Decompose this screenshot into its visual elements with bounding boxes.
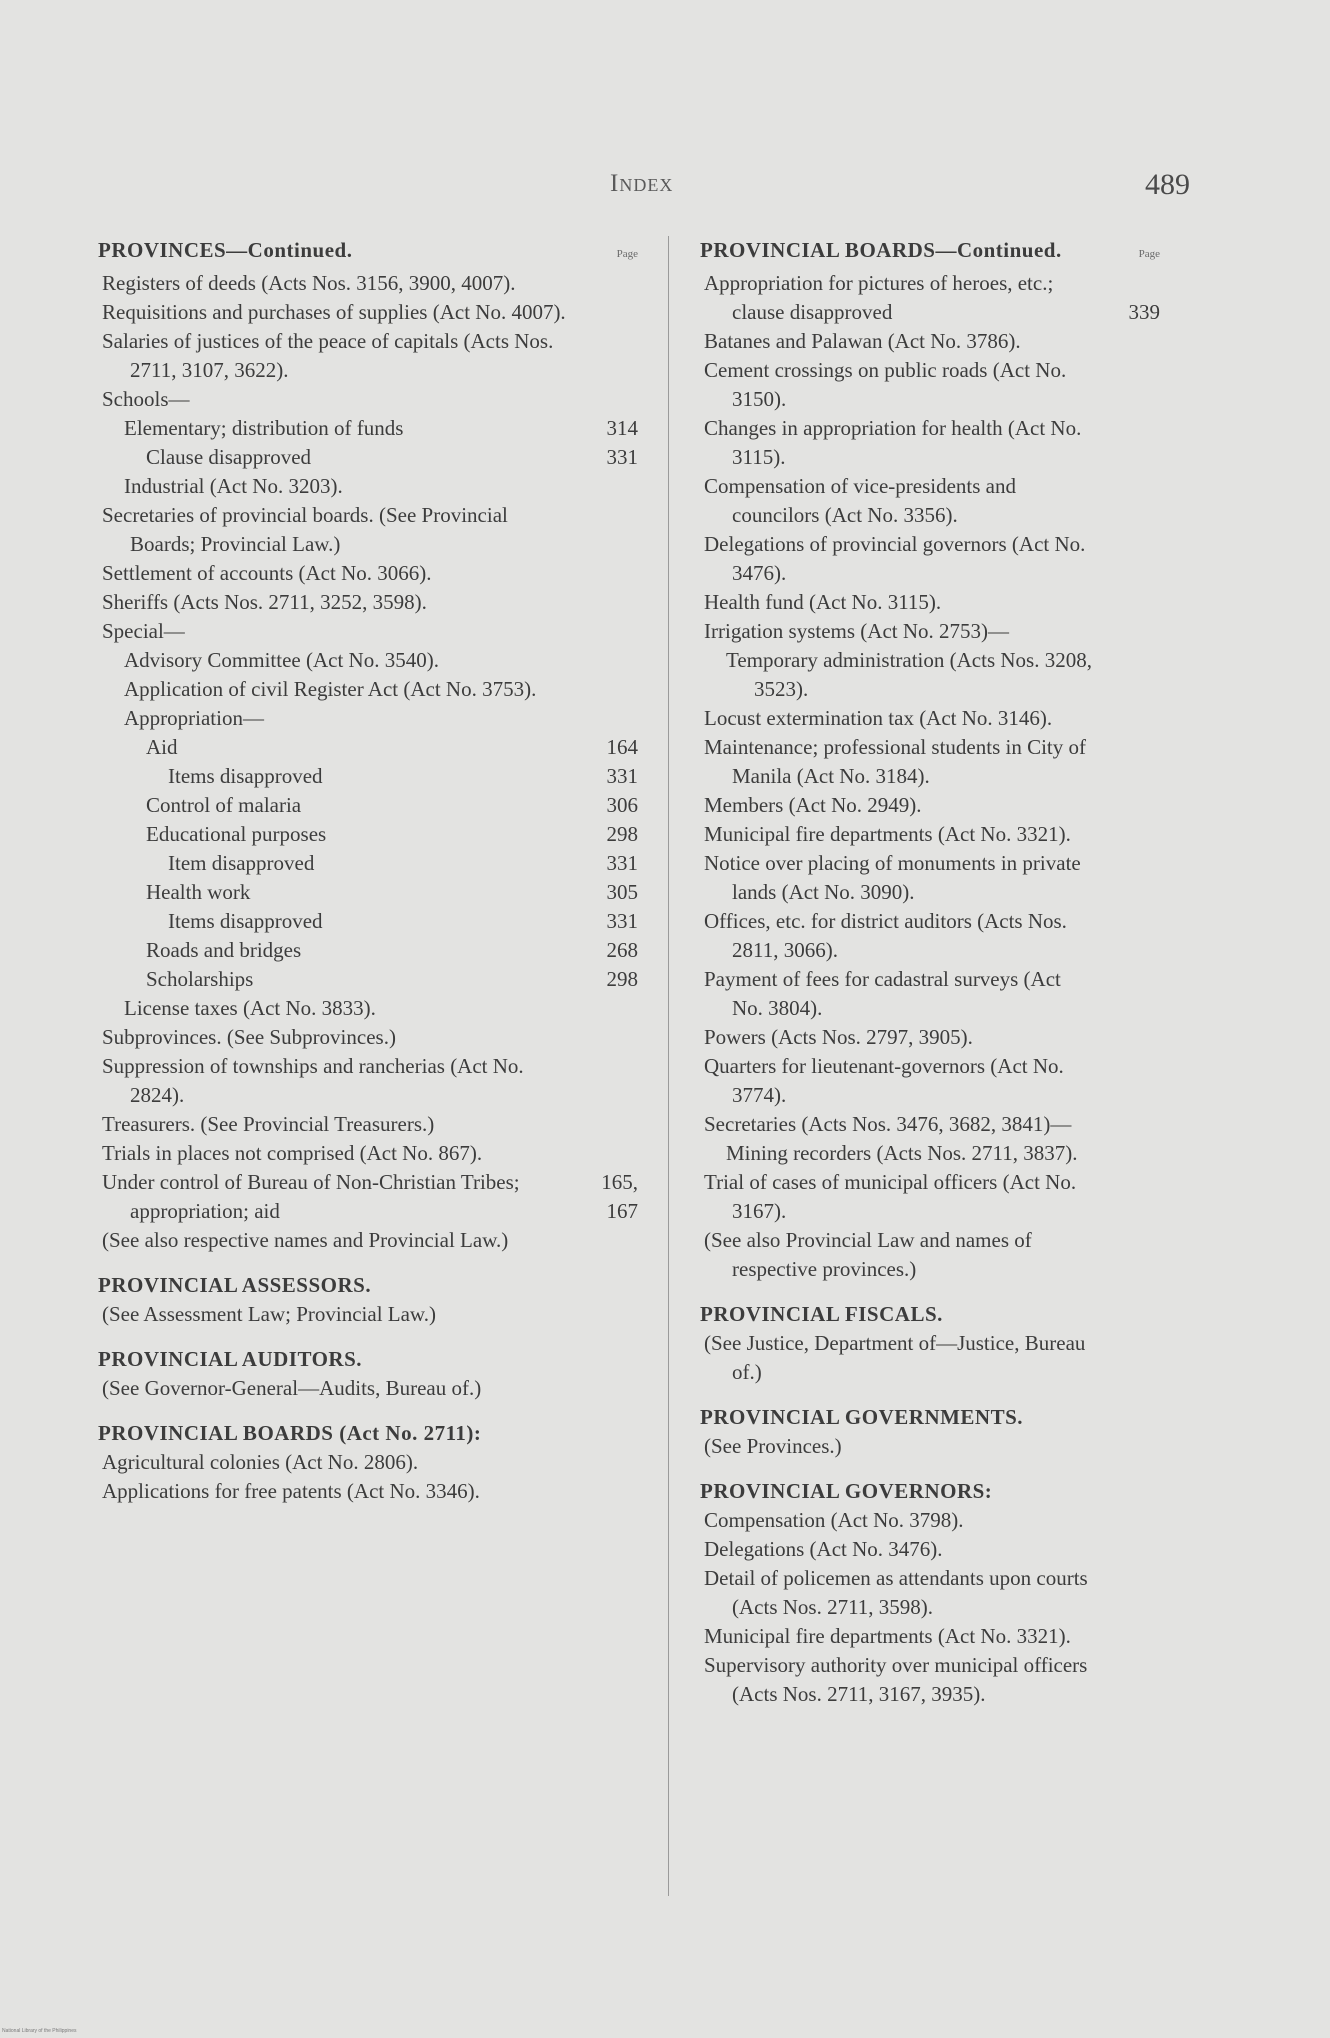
entry-text: Notice over placing of monuments in private lands (Act No. 3090). <box>704 851 1081 904</box>
left-page-label: Page <box>616 248 638 260</box>
index-entry <box>102 559 638 588</box>
index-entry <box>146 820 638 849</box>
index-entry <box>102 1139 638 1168</box>
index-entry <box>704 1651 1160 1709</box>
index-entry <box>168 762 638 791</box>
entry-text: Members (Act No. 2949). <box>704 793 922 817</box>
entry-page-ref: 306 <box>606 793 638 817</box>
entry-text: Control of malaria <box>146 793 302 817</box>
entry-text: Compensation (Act No. 3798). <box>704 1508 964 1532</box>
left-column <box>98 236 638 1506</box>
right-sections <box>700 1300 1160 1709</box>
index-entry <box>102 588 638 617</box>
entry-text: Sheriffs (Acts Nos. 2711, 3252, 3598). <box>102 590 427 614</box>
index-entry <box>102 501 638 559</box>
left-sections <box>98 1271 638 1506</box>
entry-text: Special— <box>102 619 185 643</box>
entry-text: Trial of cases of municipal officers (Act No. 3167). <box>704 1170 1077 1223</box>
entry-text: Secretaries (Acts Nos. 3476, 3682, 3841)— <box>704 1112 1072 1136</box>
index-entry <box>704 791 1160 820</box>
entry-text: (See also Provincial Law and names of respective provinces.) <box>704 1228 1032 1281</box>
entry-text: Under control of Bureau of Non-Christian Tribes; appropriation; aid <box>102 1170 520 1223</box>
entry-text: Municipal fire departments (Act No. 3321). <box>704 1624 1071 1648</box>
entry-page-ref: 314 <box>606 416 638 440</box>
entry-text: Industrial (Act No. 3203). <box>124 474 343 498</box>
entry-text: Agricultural colonies (Act No. 2806). <box>102 1450 419 1474</box>
left-heading: PROVINCES—Continued. <box>98 238 353 262</box>
index-entry <box>102 617 638 646</box>
entry-text: Roads and bridges <box>146 938 302 962</box>
index-entry <box>704 1506 1160 1535</box>
index-entry <box>704 588 1160 617</box>
entry-page-ref: 298 <box>606 822 638 846</box>
index-entry <box>124 994 638 1023</box>
index-entry <box>704 849 1160 907</box>
index-entry <box>102 298 638 327</box>
left-heading-row <box>98 236 638 269</box>
entry-text: Compensation of vice-presidents and councilors (Act No. 3356). <box>704 474 1017 527</box>
entry-text: Advisory Committee (Act No. 3540). <box>124 648 439 672</box>
entry-text: Municipal fire departments (Act No. 3321). <box>704 822 1071 846</box>
section-heading: PROVINCIAL GOVERNORS: <box>700 1479 993 1503</box>
index-entry <box>704 530 1160 588</box>
entry-text: Items disapproved <box>168 764 323 788</box>
index-entry <box>124 646 638 675</box>
entry-text: Batanes and Palawan (Act No. 3786). <box>704 329 1021 353</box>
index-entry <box>168 907 638 936</box>
entry-text: Changes in appropriation for health (Act No. 3115). <box>704 416 1082 469</box>
index-entry <box>168 849 638 878</box>
entry-text: (See Assessment Law; Provincial Law.) <box>102 1302 436 1326</box>
entry-text: (See also respective names and Provincial Law.) <box>102 1228 509 1252</box>
entry-text: Secretaries of provincial boards. (See Provincial Boards; Provincial Law.) <box>102 503 508 556</box>
index-entry <box>146 878 638 907</box>
library-footer-mark: National Library of the Philippines <box>2 2028 77 2034</box>
entry-text: Offices, etc. for district auditors (Acts Nos. 2811, 3066). <box>704 909 1067 962</box>
index-entry <box>704 1535 1160 1564</box>
index-entry <box>704 269 1160 327</box>
right-heading-row <box>700 236 1160 269</box>
entry-text: Applications for free patents (Act No. 3346). <box>102 1479 480 1503</box>
index-entry <box>704 472 1160 530</box>
entry-text: Scholarships <box>146 967 254 991</box>
entry-text: Requisitions and purchases of supplies (Act No. 4007). <box>102 300 566 324</box>
right-heading: PROVINCIAL BOARDS—Continued. <box>700 238 1062 262</box>
index-entry <box>704 907 1160 965</box>
index-entry <box>704 704 1160 733</box>
index-entry <box>704 965 1160 1023</box>
index-entry <box>124 675 638 704</box>
index-entry <box>704 733 1160 791</box>
entry-text: (See Justice, Department of—Justice, Bureau of.) <box>704 1331 1086 1384</box>
entry-text: Items disapproved <box>168 909 323 933</box>
index-entry <box>102 1168 638 1226</box>
right-page-label: Page <box>1138 248 1160 260</box>
entry-page-ref: 331 <box>606 764 638 788</box>
index-entry <box>102 1477 638 1506</box>
index-entry <box>146 791 638 820</box>
entry-text: License taxes (Act No. 3833). <box>124 996 376 1020</box>
entry-text: Treasurers. (See Provincial Treasurers.) <box>102 1112 435 1136</box>
index-entry <box>146 733 638 762</box>
entry-page-ref: 164 <box>606 735 638 759</box>
index-entry <box>102 269 638 298</box>
index-entry <box>102 1023 638 1052</box>
index-entry <box>146 965 638 994</box>
entry-page-ref: 305 <box>606 880 638 904</box>
index-entry <box>704 1226 1160 1284</box>
index-entry <box>726 1139 1160 1168</box>
entry-text: Clause disapproved <box>146 445 312 469</box>
index-entry <box>704 1329 1160 1387</box>
section-heading: PROVINCIAL ASSESSORS. <box>98 1273 372 1297</box>
index-entry <box>704 820 1160 849</box>
column-divider <box>668 236 669 1896</box>
index-entry <box>102 385 638 414</box>
index-entry <box>704 414 1160 472</box>
entry-text: Supervisory authority over municipal officers (Acts Nos. 2711, 3167, 3935). <box>704 1653 1088 1706</box>
entry-text: Appropriation— <box>124 706 264 730</box>
entry-text: Cement crossings on public roads (Act No. 3150). <box>704 358 1067 411</box>
entry-text: Irrigation systems (Act No. 2753)— <box>704 619 1010 643</box>
entry-text: Educational purposes <box>146 822 327 846</box>
index-entry <box>704 327 1160 356</box>
running-head: Index <box>610 170 674 197</box>
entry-page-ref: 268 <box>606 938 638 962</box>
entry-page-ref: 298 <box>606 967 638 991</box>
entry-text: Health fund (Act No. 3115). <box>704 590 942 614</box>
index-entry <box>704 356 1160 414</box>
index-entry <box>102 1374 638 1403</box>
left-entries <box>98 269 638 1255</box>
entry-text: Appropriation for pictures of heroes, etc.; clause disapproved <box>704 271 1054 324</box>
entry-text: Locust extermination tax (Act No. 3146). <box>704 706 1053 730</box>
entry-text: Schools— <box>102 387 190 411</box>
entry-text: Registers of deeds (Acts Nos. 3156, 3900, 4007). <box>102 271 516 295</box>
index-entry <box>102 327 638 385</box>
section-heading: PROVINCIAL BOARDS (Act No. 2711): <box>98 1421 482 1445</box>
entry-text: Item disapproved <box>168 851 315 875</box>
entry-page-ref: 339 <box>1128 300 1160 324</box>
section-heading: PROVINCIAL GOVERNMENTS. <box>700 1405 1024 1429</box>
entry-text: Settlement of accounts (Act No. 3066). <box>102 561 432 585</box>
index-entry <box>704 617 1160 646</box>
entry-page-ref: 331 <box>606 445 638 469</box>
index-entry <box>704 1023 1160 1052</box>
entry-text: (See Provinces.) <box>704 1434 842 1458</box>
index-entry <box>726 646 1160 704</box>
index-entry <box>102 1226 638 1255</box>
right-entries <box>700 269 1160 1284</box>
index-entry <box>102 1300 638 1329</box>
entry-text: Mining recorders (Acts Nos. 2711, 3837). <box>726 1141 1078 1165</box>
index-entry <box>124 472 638 501</box>
index-entry <box>704 1052 1160 1110</box>
entry-text: (See Governor-General—Audits, Bureau of.) <box>102 1376 482 1400</box>
index-entry <box>102 1052 638 1110</box>
entry-text: Delegations (Act No. 3476). <box>704 1537 943 1561</box>
entry-text: Powers (Acts Nos. 2797, 3905). <box>704 1025 973 1049</box>
index-entry <box>146 936 638 965</box>
index-entry <box>704 1110 1160 1139</box>
section-heading: PROVINCIAL AUDITORS. <box>98 1347 362 1371</box>
right-column <box>700 236 1160 1709</box>
entry-text: Elementary; distribution of funds <box>124 416 404 440</box>
entry-text: Aid <box>146 735 178 759</box>
entry-page-ref: 331 <box>606 851 638 875</box>
section-heading: PROVINCIAL FISCALS. <box>700 1302 943 1326</box>
entry-text: Detail of policemen as attendants upon courts (Acts Nos. 2711, 3598). <box>704 1566 1088 1619</box>
page-number: 489 <box>1145 168 1190 201</box>
entry-text: Payment of fees for cadastral surveys (Act No. 3804). <box>704 967 1061 1020</box>
entry-text: Maintenance; professional students in City of Manila (Act No. 3184). <box>704 735 1087 788</box>
index-entry <box>704 1564 1160 1622</box>
entry-text: Health work <box>146 880 251 904</box>
index-entry <box>704 1432 1160 1461</box>
entry-text: Application of civil Register Act (Act No. 3753). <box>124 677 537 701</box>
index-entry <box>124 704 638 733</box>
entry-text: Salaries of justices of the peace of capitals (Acts Nos. 2711, 3107, 3622). <box>102 329 554 382</box>
index-entry <box>704 1168 1160 1226</box>
entry-page-ref: 165, 167 <box>601 1170 638 1223</box>
entry-text: Subprovinces. (See Subprovinces.) <box>102 1025 396 1049</box>
entry-page-ref: 331 <box>606 909 638 933</box>
entry-text: Temporary administration (Acts Nos. 3208, 3523). <box>726 648 1092 701</box>
entry-text: Delegations of provincial governors (Act No. 3476). <box>704 532 1086 585</box>
index-entry <box>102 1448 638 1477</box>
index-entry <box>102 1110 638 1139</box>
index-entry <box>704 1622 1160 1651</box>
entry-text: Quarters for lieutenant-governors (Act No. 3774). <box>704 1054 1064 1107</box>
entry-text: Suppression of townships and rancherias (Act No. 2824). <box>102 1054 524 1107</box>
index-entry <box>124 414 638 443</box>
index-entry <box>146 443 638 472</box>
entry-text: Trials in places not comprised (Act No. 867). <box>102 1141 483 1165</box>
